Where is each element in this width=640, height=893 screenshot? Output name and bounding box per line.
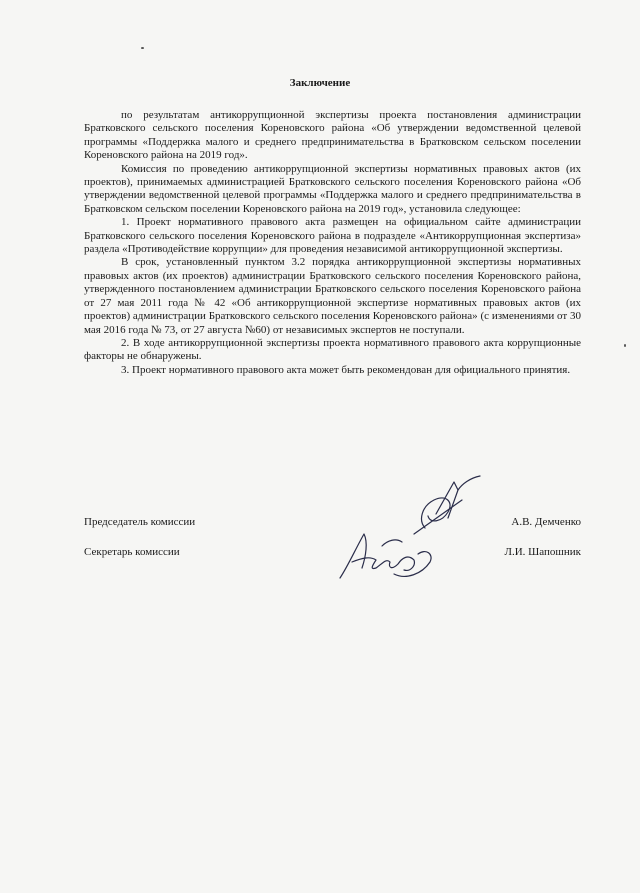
handwritten-signatures xyxy=(330,470,500,590)
paragraph-point-1: 1. Проект нормативного правового акта размещен на официальном сайте администрации Братковского сельского поселения Кореновского района в подразделе «Антикоррупционная экспертиза» раздела «Противодействие коррупции» для проведения независимой антикоррупционной экспертизы. xyxy=(84,216,581,256)
paragraph-commission: Комиссия по проведению антикоррупционной экспертизы нормативных правовых актов (их проектов), принимаемых администрацией Братковского сельского поселения Кореновского района «Об утверждении ведомственной целевой программы «Поддержка малого и среднего предпринимательства в Братковском сельском поселении Кореновского района на 2019 год», установила следующее: xyxy=(84,162,581,215)
paragraph-deadline: В срок, установленный пунктом 3.2 порядка антикоррупционной экспертизы нормативных правовых актов (их проектов) администрации Братковского сельского поселения Кореновского района, утвержденного постановлением администрации Братковского сельского поселения Кореновского района от 27 мая 2011 года № 42 «Об антикоррупционной экспертизе нормативных правовых актов (их проектов) администрации Братковского сельского поселения Кореновского района» (с изменениями от 30 мая 2016 года № 73, от 27 августа №60) от независимых экспертов не поступали. xyxy=(84,256,581,336)
paragraph-point-2: 2. В ходе антикоррупционной экспертизы проекта нормативного правового акта коррупционные факторы не обнаружены. xyxy=(84,336,581,363)
document-body xyxy=(84,109,581,377)
paragraph-intro: по результатам антикоррупционной экспертизы проекта постановления администрации Братковского сельского поселения Кореновского района «Об утверждении ведомственной целевой программы «Поддержка малого и среднего предпринимательства в Братковском сельском поселении Кореновского района на 2019 год». xyxy=(84,109,581,162)
scan-speck xyxy=(141,47,144,49)
scan-speck xyxy=(624,344,626,347)
secretary-name: Л.И. Шапошник xyxy=(504,546,581,558)
paragraph-point-3: 3. Проект нормативного правового акта может быть рекомендован для официального принятия. xyxy=(121,363,571,376)
secretary-role: Секретарь комиссии xyxy=(84,546,180,558)
document-title: Заключение xyxy=(289,77,351,89)
chair-role: Председатель комиссии xyxy=(84,516,196,528)
chair-name: А.В. Демченко xyxy=(511,516,581,528)
